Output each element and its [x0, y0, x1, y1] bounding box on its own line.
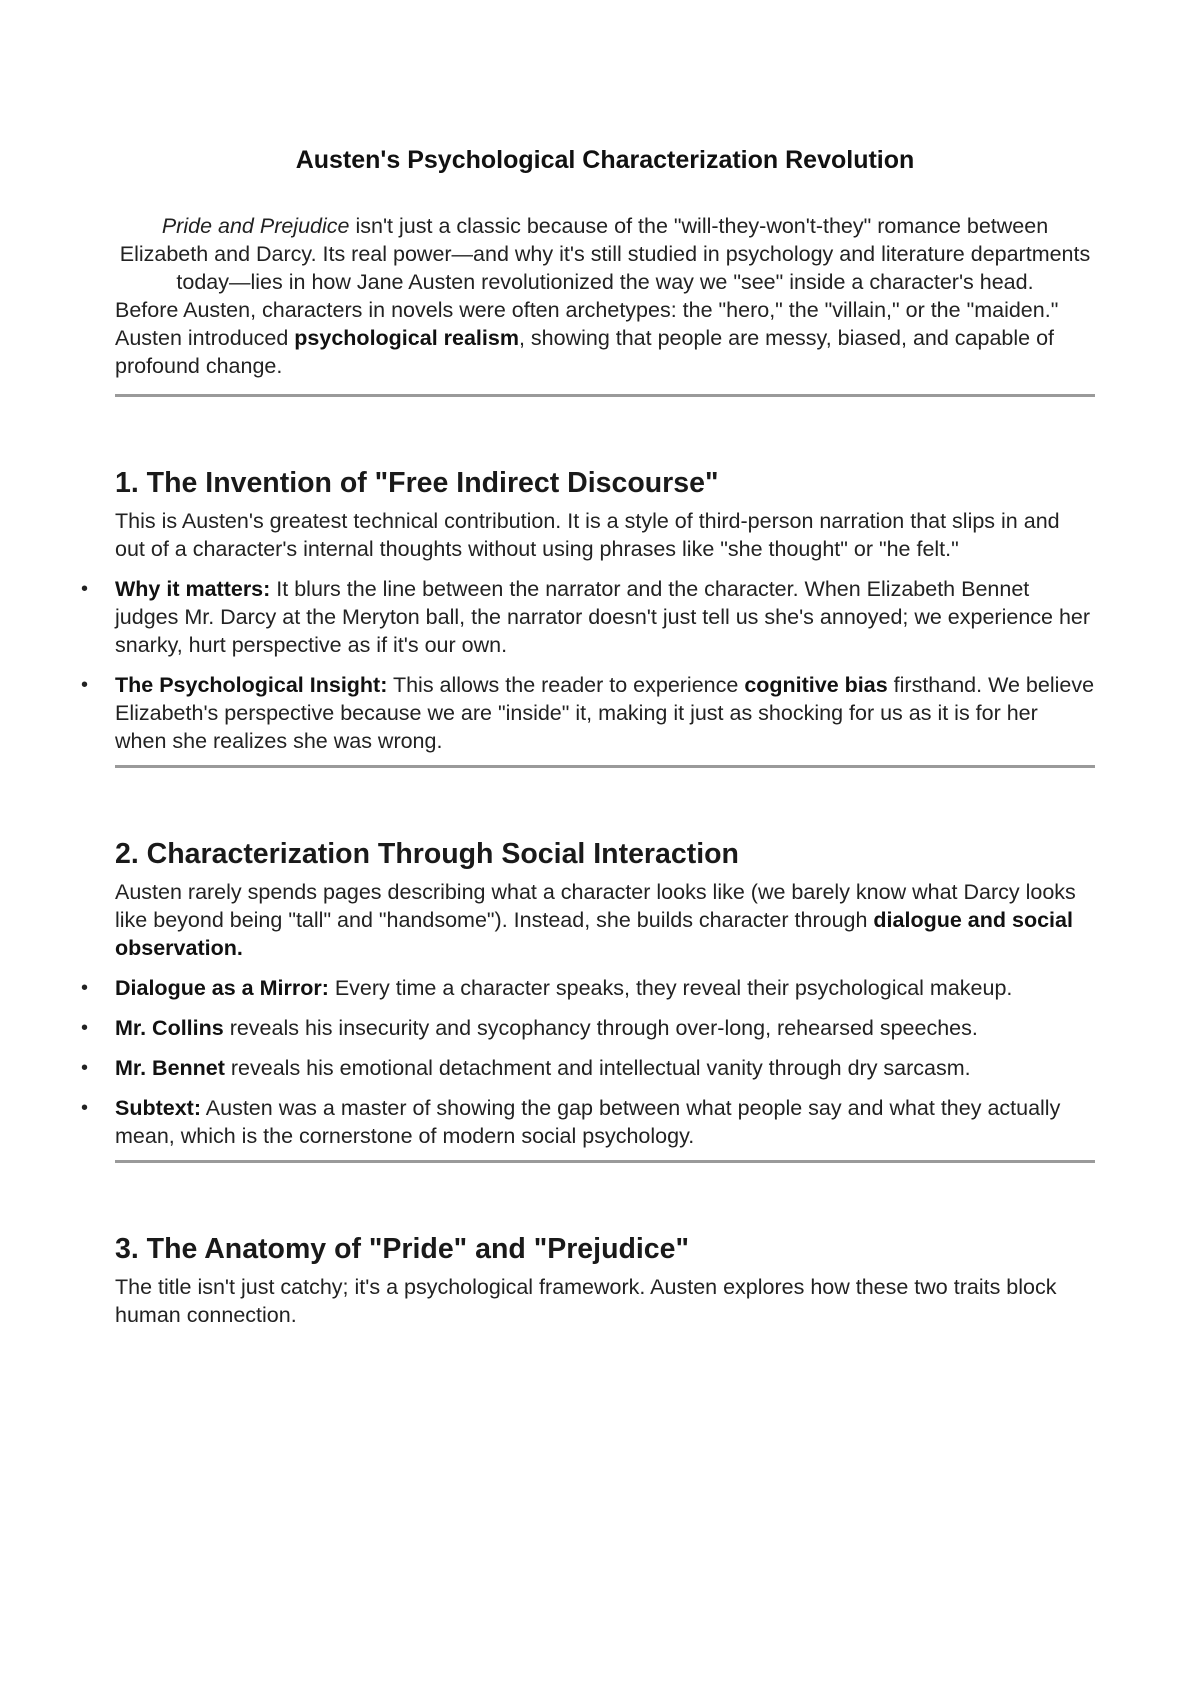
section-3-body: The title isn't just catchy; it's a psychological framework. Austen explores how these two traits block human connection. — [115, 1275, 1057, 1327]
section-divider — [115, 1160, 1095, 1163]
section-2-body-emphasis: dialogue and social observation. — [115, 908, 1073, 960]
section-2-body — [115, 878, 1095, 962]
list-item-label: Mr. Bennet — [115, 1056, 225, 1080]
list-item-emphasis: cognitive bias — [744, 673, 888, 697]
intro-paragraph-1 — [115, 212, 1095, 296]
intro-paragraph-2-emphasis: psychological realism — [294, 326, 519, 350]
document-content — [81, 142, 1095, 1329]
section-2-body-text: Austen rarely spends pages describing what a character looks like (we barely know what Darcy looks like beyond being "tall" and "handsome"). Instead, she builds character through — [115, 880, 1076, 932]
section-1-body: This is Austen's greatest technical contribution. It is a style of third-person narration that slips in and out of a character's internal thoughts without using phrases like "she thought" or "he felt." — [115, 509, 1060, 561]
list-item-label: Mr. Collins — [115, 1016, 224, 1040]
section-2-heading: 2. Characterization Through Social Interaction — [115, 838, 739, 870]
list-item — [81, 671, 1095, 755]
section-2-list — [81, 974, 1095, 1150]
section-divider — [115, 765, 1095, 768]
list-item — [81, 1094, 1095, 1150]
list-item-label: Why it matters: — [115, 577, 271, 601]
list-item-text: firsthand. We believe Elizabeth's perspective because we are "inside" it, making it just as shocking for us as it is for her when she realizes she was wrong. — [115, 673, 1095, 753]
list-item-text: It blurs the line between the narrator and the character. When Elizabeth Bennet judges Mr. Darcy at the Meryton ball, the narrator doesn't just tell us she's annoyed; we experience her snarky, hurt perspective as if it's our own. — [115, 577, 1091, 657]
book-title: Pride and Prejudice — [161, 214, 350, 238]
section-1-list — [81, 575, 1095, 755]
list-item-text: reveals his insecurity and sycophancy through over-long, rehearsed speeches. — [223, 1016, 978, 1040]
list-item — [81, 575, 1095, 659]
bullet-icon: • — [81, 578, 89, 600]
intro-paragraph-2 — [115, 296, 1095, 380]
section-1-heading: 1. The Invention of "Free Indirect Discourse" — [115, 467, 719, 499]
page-title: Austen's Psychological Characterization Revolution — [295, 146, 915, 174]
list-item — [81, 1054, 1095, 1082]
list-item-label: Dialogue as a Mirror: — [115, 976, 329, 1000]
list-item-text: Austen was a master of showing the gap between what people say and what they actually mean, which is the cornerstone of modern social psychology. — [115, 1096, 1061, 1148]
bullet-icon: • — [81, 977, 89, 999]
list-item-text: reveals his emotional detachment and intellectual vanity through dry sarcasm. — [224, 1056, 971, 1080]
intro-paragraph-1-text: isn't just a classic because of the "will-they-won't-they" romance between Elizabeth and Darcy. Its real power—and why it's still studied in psychology and literature departments today—lies in how Jane Austen revolutionized the way we "see" inside a character's head. — [119, 214, 1091, 294]
list-item-label: The Psychological Insight: — [115, 673, 388, 697]
list-item-text: This allows the reader to experience — [387, 673, 745, 697]
bullet-icon: • — [81, 1017, 89, 1039]
section-divider — [115, 394, 1095, 397]
list-item-label: Subtext: — [115, 1096, 201, 1120]
bullet-icon: • — [81, 1097, 89, 1119]
bullet-icon: • — [81, 674, 89, 696]
intro-paragraph-2-text-a: Before Austen, characters in novels were often archetypes: the "hero," the "villain," or the "maiden." Austen introduced — [115, 298, 1059, 350]
list-item-text: Every time a character speaks, they reveal their psychological makeup. — [328, 976, 1013, 1000]
bullet-icon: • — [81, 1057, 89, 1079]
list-item — [81, 974, 1095, 1002]
section-3-heading: 3. The Anatomy of "Pride" and "Prejudice" — [115, 1233, 690, 1265]
intro-paragraph-2-text-b: , showing that people are messy, biased, and capable of profound change. — [115, 326, 1055, 378]
list-item — [81, 1014, 1095, 1042]
